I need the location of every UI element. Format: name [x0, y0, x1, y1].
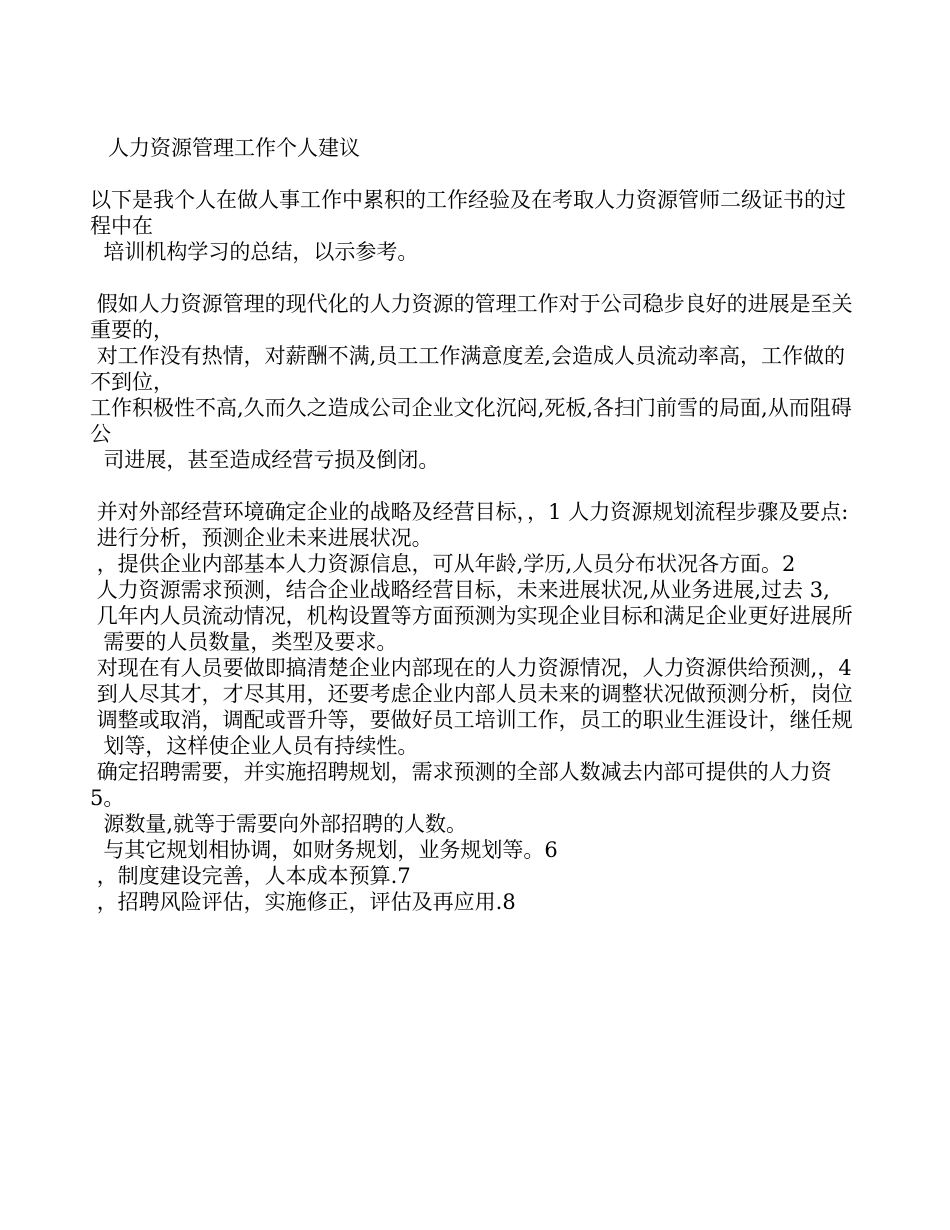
text-line: 对工作没有热情，对薪酬不满,员工工作满意度差,会造成人员流动率高，工作做的不到位，: [90, 344, 846, 394]
text-line: 确定招聘需要，并实施招聘规划，需求预测的全部人数减去内部可提供的人力资 5。: [90, 760, 839, 810]
text-line: 假如人力资源管理的现代化的人力资源的管理工作对于公司稳步良好的进展是至关重要的，: [90, 292, 853, 342]
text-line: 对现在有人员要做即搞清楚企业内部现在的人力资源情况，人力资源供给预测,，4: [90, 656, 852, 680]
paragraph: [90, 499, 865, 915]
document-body: [90, 135, 865, 915]
text-line: 划等，这样使企业人员有持续性。: [90, 734, 419, 758]
text-line: 到人尽其才，才尽其用，还要考虑企业内部人员未来的调整状况做预测分析，岗位: [90, 682, 853, 706]
text-line: 工作积极性不高,久而久之造成公司企业文化沉闷,死板,各扫门前雪的局面,从而阻碍公: [90, 396, 852, 446]
text-line: 以下是我个人在做人事工作中累积的工作经验及在考取人力资源管师二级证书的过程中在: [90, 188, 846, 238]
paragraph: [90, 291, 865, 473]
paragraph-gap: [90, 473, 865, 499]
text-line: 几年内人员流动情况，机构设置等方面预测为实现企业目标和满足企业更好进展所: [90, 604, 853, 628]
text-line: ，制度建设完善，人本成本预算.7: [90, 864, 411, 888]
text-line: 源数量,就等于需要向外部招聘的人数。: [90, 812, 468, 836]
text-line: 调整或取消，调配或晋升等，要做好员工培训工作，员工的职业生涯设计，继任规: [90, 708, 853, 732]
text-line: 司进展，甚至造成经营亏损及倒闭。: [90, 448, 440, 472]
text-line: 并对外部经营环境确定企业的战略及经营目标，，1 人力资源规划流程步骤及要点:: [90, 500, 849, 524]
text-line: 需要的人员数量，类型及要求。: [90, 630, 398, 654]
text-line: ，提供企业内部基本人力资源信息，可从年龄,学历,人员分布状况各方面。2: [90, 552, 796, 576]
document-title: 人力资源管理工作个人建议: [108, 136, 360, 160]
paragraph: [90, 187, 865, 265]
text-line: 培训机构学习的总结，以示参考。: [90, 240, 419, 264]
text-line: 人力资源需求预测，结合企业战略经营目标，未来进展状况,从业务进展,过去 3,: [90, 578, 830, 602]
paragraph-list: [90, 187, 865, 915]
paragraph-gap: [90, 265, 865, 291]
text-line: ，招聘风险评估，实施修正，评估及再应用.8: [90, 890, 516, 914]
text-line: 与其它规划相协调，如财务规划，业务规划等。6: [90, 838, 558, 862]
text-line: 进行分析，预测企业未来进展状况。: [90, 526, 433, 550]
